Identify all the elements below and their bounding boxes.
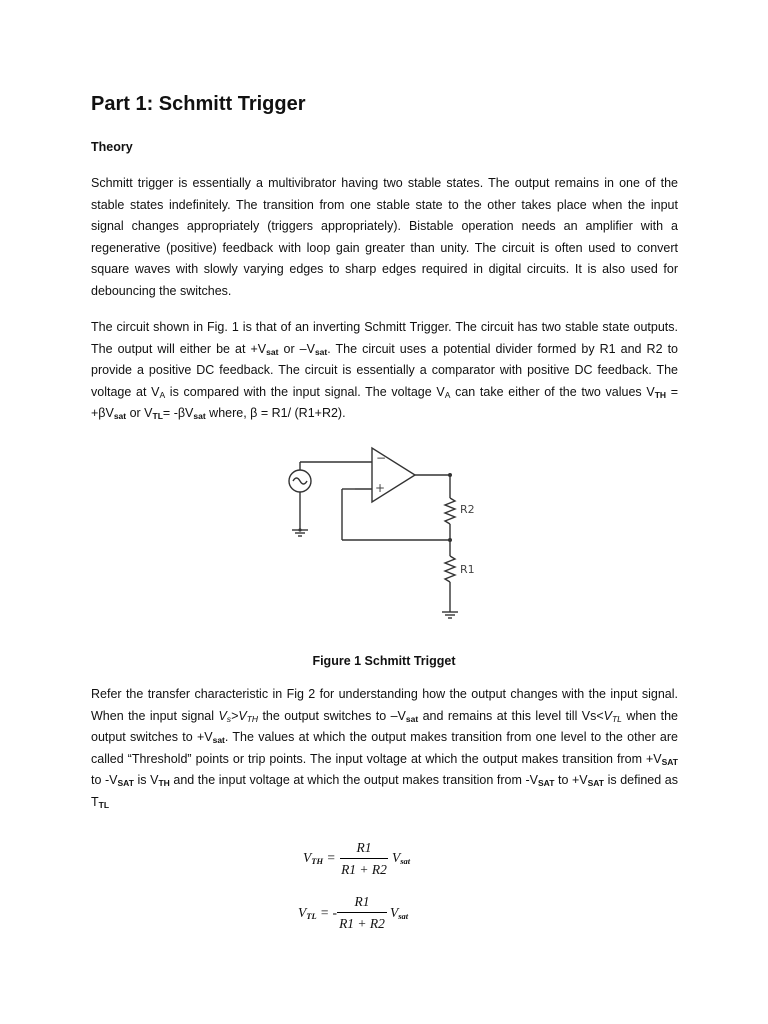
- r2-label: R2: [460, 503, 475, 516]
- schmitt-trigger-circuit-diagram: [280, 440, 510, 625]
- page-title: Part 1: Schmitt Trigger: [91, 93, 306, 115]
- inverting-input-sign: −: [376, 451, 387, 465]
- section-heading: Theory: [91, 140, 133, 154]
- figure-caption: Figure 1 Schmitt Trigget: [312, 654, 456, 668]
- noninverting-input-sign: +: [375, 481, 386, 495]
- paragraph-circuit: The circuit shown in Fig. 1 is that of an inverting Schmitt Trigger. The circuit has two stable state outputs. The output will either be at $+V_{sat}$ or $-V_{sat}$. The circuit uses a potential divider formed by R1 and R2 to provide a positive DC feedback. The circuit is essentially a comparator with positive DC feedback. The voltage at $V_A$ is compared with the input signal. The voltage $V_A$ can take either of the two values $V_{TH} = +\beta V_{sat}$ or $V_{TL}= -\beta V_{sat}$ where, β = R1/ (R1+R2).: [91, 320, 679, 422]
- r1-label: R1: [460, 563, 475, 576]
- resistor-r2: [445, 498, 455, 524]
- paragraph-transfer: Refer the transfer characteristic in Fig 2 for understanding how the output changes with the input signal. When the input signal $V_s>V_{TH}$ the output switches to $-V_{sat}$ and remains at this level till $Vs<V_{TL}$ when the output switches to $+V_{sat}$. The values at which the output makes transition from one level to the other are called “Threshold” points or trip points. The input voltage at which the output makes transition from $+V_{SAT}$ to $-V_{SAT}$ is $V_{TH}$ and the input voltage at which the output makes transition from $-V_{SAT}$ to $+V_{SAT}$ is defined as $T_{TL}$: [91, 687, 678, 810]
- document-page: Part 1: Schmitt Trigger Theory Schmitt trigger is essentially a multivibrator having two stable states. The output remains in one of the stable states indefinitely. The transition from one stable state to the other takes place when the input signal changes appropriately (triggers appropriately). Bistable operation needs an amplifier with a regenerative (positive) feedback with loop gain greater than unity. The circuit is often used to convert square waves with slowly varying edges to sharp edges required in digital circuits. It is also used for debouncing the switches. The circuit shown in Fig. 1 is that of an inverting Schmitt Trigger. The circuit has two stable state outputs. The output will either be at $+V_{sat}$ or $-V_{sat}$. The circuit uses a potential divider formed by R1 and R2 to provide a positive DC feedback. The circuit is essentially a comparator with positive DC feedback. The voltage at $V_A$ is compared with the input signal. The voltage $V_A$ can take either of the two values $V_{TH} = +\beta V_{sat}$ or $V_{TL}= -\beta V_{sat}$ where, β = R1/ (R1+R2). R2 R1 − + Figure 1 Schmitt Trigget Refer the transfer characteristic in Fig 2 for understanding how the output changes with the input signal. When the input signal $V_s>V_{TH}$ the output switches to $-V_{sat}$ and remains at this level till $Vs<V_{TL}$ when the output switches to $+V_{sat}$. The values at which the output makes transition from one level to the other are called “Threshold” points or trip points. The input voltage at which the output makes transition from $+V_{SAT}$ to $-V_{SAT}$ is $V_{TH}$ and the input voltage at which the output makes transition from $-V_{SAT}$ to $+V_{SAT}$ is defined as $T_{TL}$ $V_{TH}$ = R1 R1 + R2 $V_{sat}$ $V_{TL}$ = - R1 R1 + R2 $V_{sat}$: [0, 0, 768, 1024]
- resistor-r1: [445, 556, 455, 582]
- paragraph-intro: Schmitt trigger is essentially a multivibrator having two stable states. The output remains in one of the stable states indefinitely. The transition from one stable state to the other takes place when the input signal changes appropriately (triggers appropriately). Bistable operation needs an amplifier with a regenerative (positive) feedback with loop gain greater than unity. The circuit is often used to convert square waves with slowly varying edges to sharp edges required in digital circuits. It is also used for debouncing the switches.: [91, 176, 678, 298]
